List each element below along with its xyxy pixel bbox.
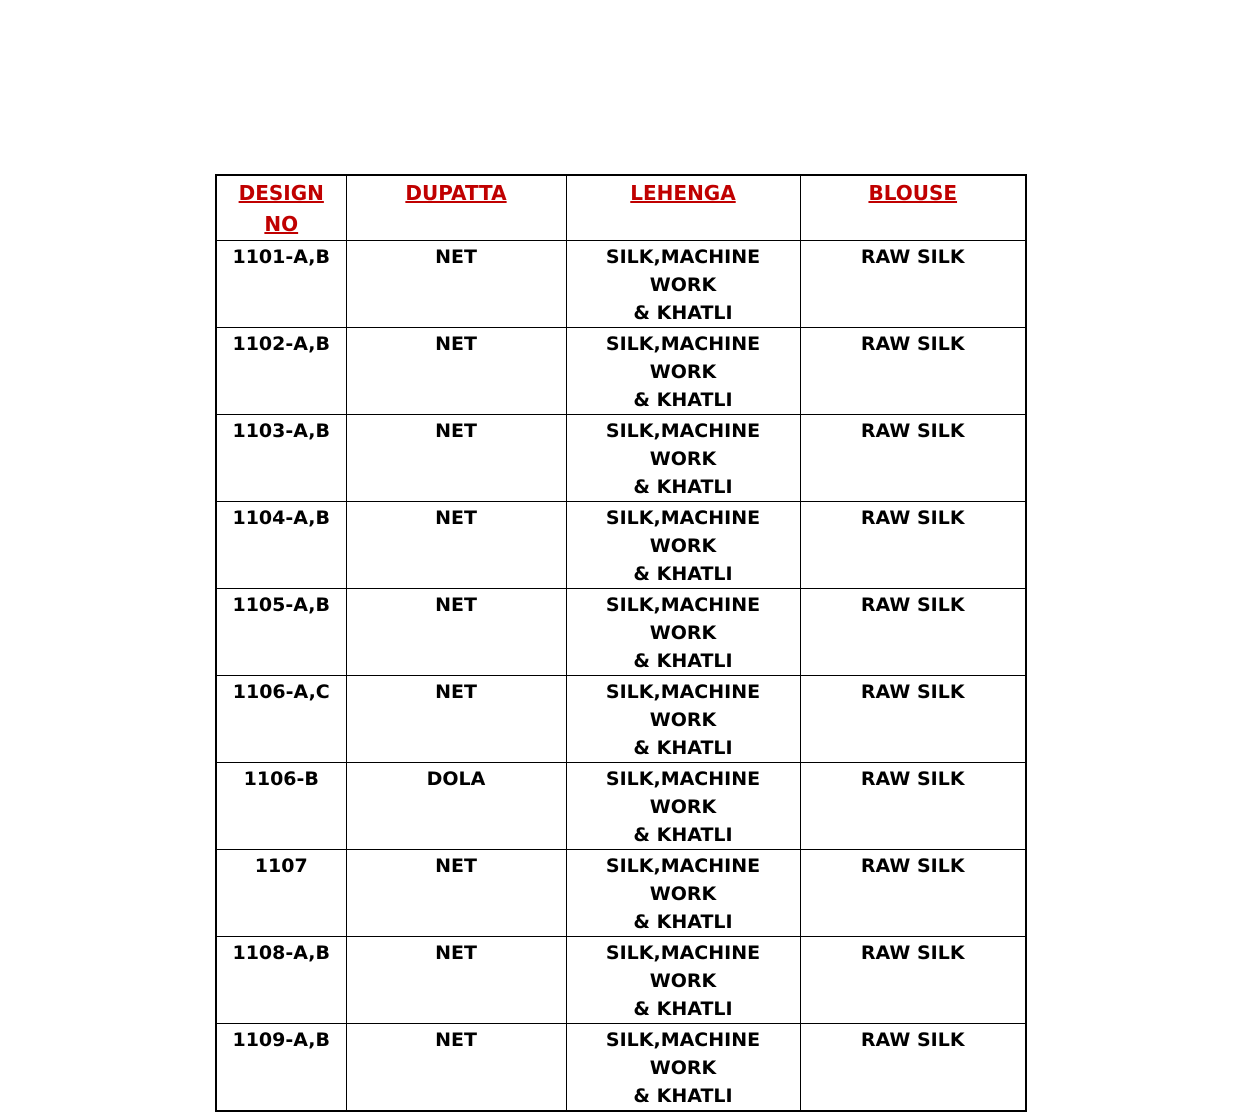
table-row [216,763,1026,850]
dupatta-cell: NET [346,937,566,1024]
blouse-cell: RAW SILK [800,328,1026,415]
dupatta-cell: NET [346,1024,566,1112]
blouse-cell: RAW SILK [800,589,1026,676]
lehenga-text: SILK,MACHINE WORK & KHATLI [605,246,761,324]
lehenga-text: SILK,MACHINE WORK & KHATLI [605,681,761,759]
dupatta-cell: NET [346,241,566,328]
design-no-cell: 1101-A,B [216,241,346,328]
table-row [216,502,1026,589]
design-no-cell: 1108-A,B [216,937,346,1024]
dupatta-cell: NET [346,589,566,676]
header-dupatta: DUPATTA [346,175,566,241]
lehenga-text: SILK,MACHINE WORK & KHATLI [605,942,761,1020]
design-no-cell: 1107 [216,850,346,937]
header-blouse: BLOUSE [800,175,1026,241]
header-row [216,175,1026,241]
design-no-cell: 1104-A,B [216,502,346,589]
design-no-cell: 1109-A,B [216,1024,346,1112]
blouse-cell: RAW SILK [800,763,1026,850]
blouse-cell: RAW SILK [800,241,1026,328]
lehenga-cell [566,328,800,415]
lehenga-cell [566,1024,800,1112]
design-no-cell: 1106-A,C [216,676,346,763]
lehenga-text: SILK,MACHINE WORK & KHATLI [605,507,761,585]
lehenga-text: SILK,MACHINE WORK & KHATLI [605,768,761,846]
dupatta-cell: NET [346,502,566,589]
lehenga-text: SILK,MACHINE WORK & KHATLI [605,594,761,672]
dupatta-cell: NET [346,415,566,502]
blouse-cell: RAW SILK [800,502,1026,589]
lehenga-cell [566,937,800,1024]
table-row [216,937,1026,1024]
lehenga-text: SILK,MACHINE WORK & KHATLI [605,855,761,933]
blouse-cell: RAW SILK [800,1024,1026,1112]
table-header [216,175,1026,241]
design-table [215,174,1027,1112]
lehenga-cell [566,502,800,589]
lehenga-cell [566,676,800,763]
design-no-cell: 1103-A,B [216,415,346,502]
dupatta-cell: NET [346,676,566,763]
table-body [216,241,1026,1112]
lehenga-cell [566,763,800,850]
lehenga-text: SILK,MACHINE WORK & KHATLI [605,420,761,498]
blouse-cell: RAW SILK [800,937,1026,1024]
lehenga-text: SILK,MACHINE WORK & KHATLI [605,1029,761,1107]
lehenga-cell [566,850,800,937]
table-row [216,328,1026,415]
header-design-no: DESIGN NO [216,175,346,241]
lehenga-cell [566,415,800,502]
dupatta-cell: NET [346,328,566,415]
lehenga-cell [566,241,800,328]
design-no-cell: 1106-B [216,763,346,850]
table-row [216,589,1026,676]
table-row [216,850,1026,937]
design-no-cell: 1105-A,B [216,589,346,676]
table-row [216,1024,1026,1112]
table-row [216,241,1026,328]
lehenga-text: SILK,MACHINE WORK & KHATLI [605,333,761,411]
blouse-cell: RAW SILK [800,676,1026,763]
table-row [216,415,1026,502]
lehenga-cell [566,589,800,676]
blouse-cell: RAW SILK [800,415,1026,502]
blouse-cell: RAW SILK [800,850,1026,937]
table-row [216,676,1026,763]
dupatta-cell: NET [346,850,566,937]
dupatta-cell: DOLA [346,763,566,850]
header-lehenga: LEHENGA [566,175,800,241]
design-no-cell: 1102-A,B [216,328,346,415]
